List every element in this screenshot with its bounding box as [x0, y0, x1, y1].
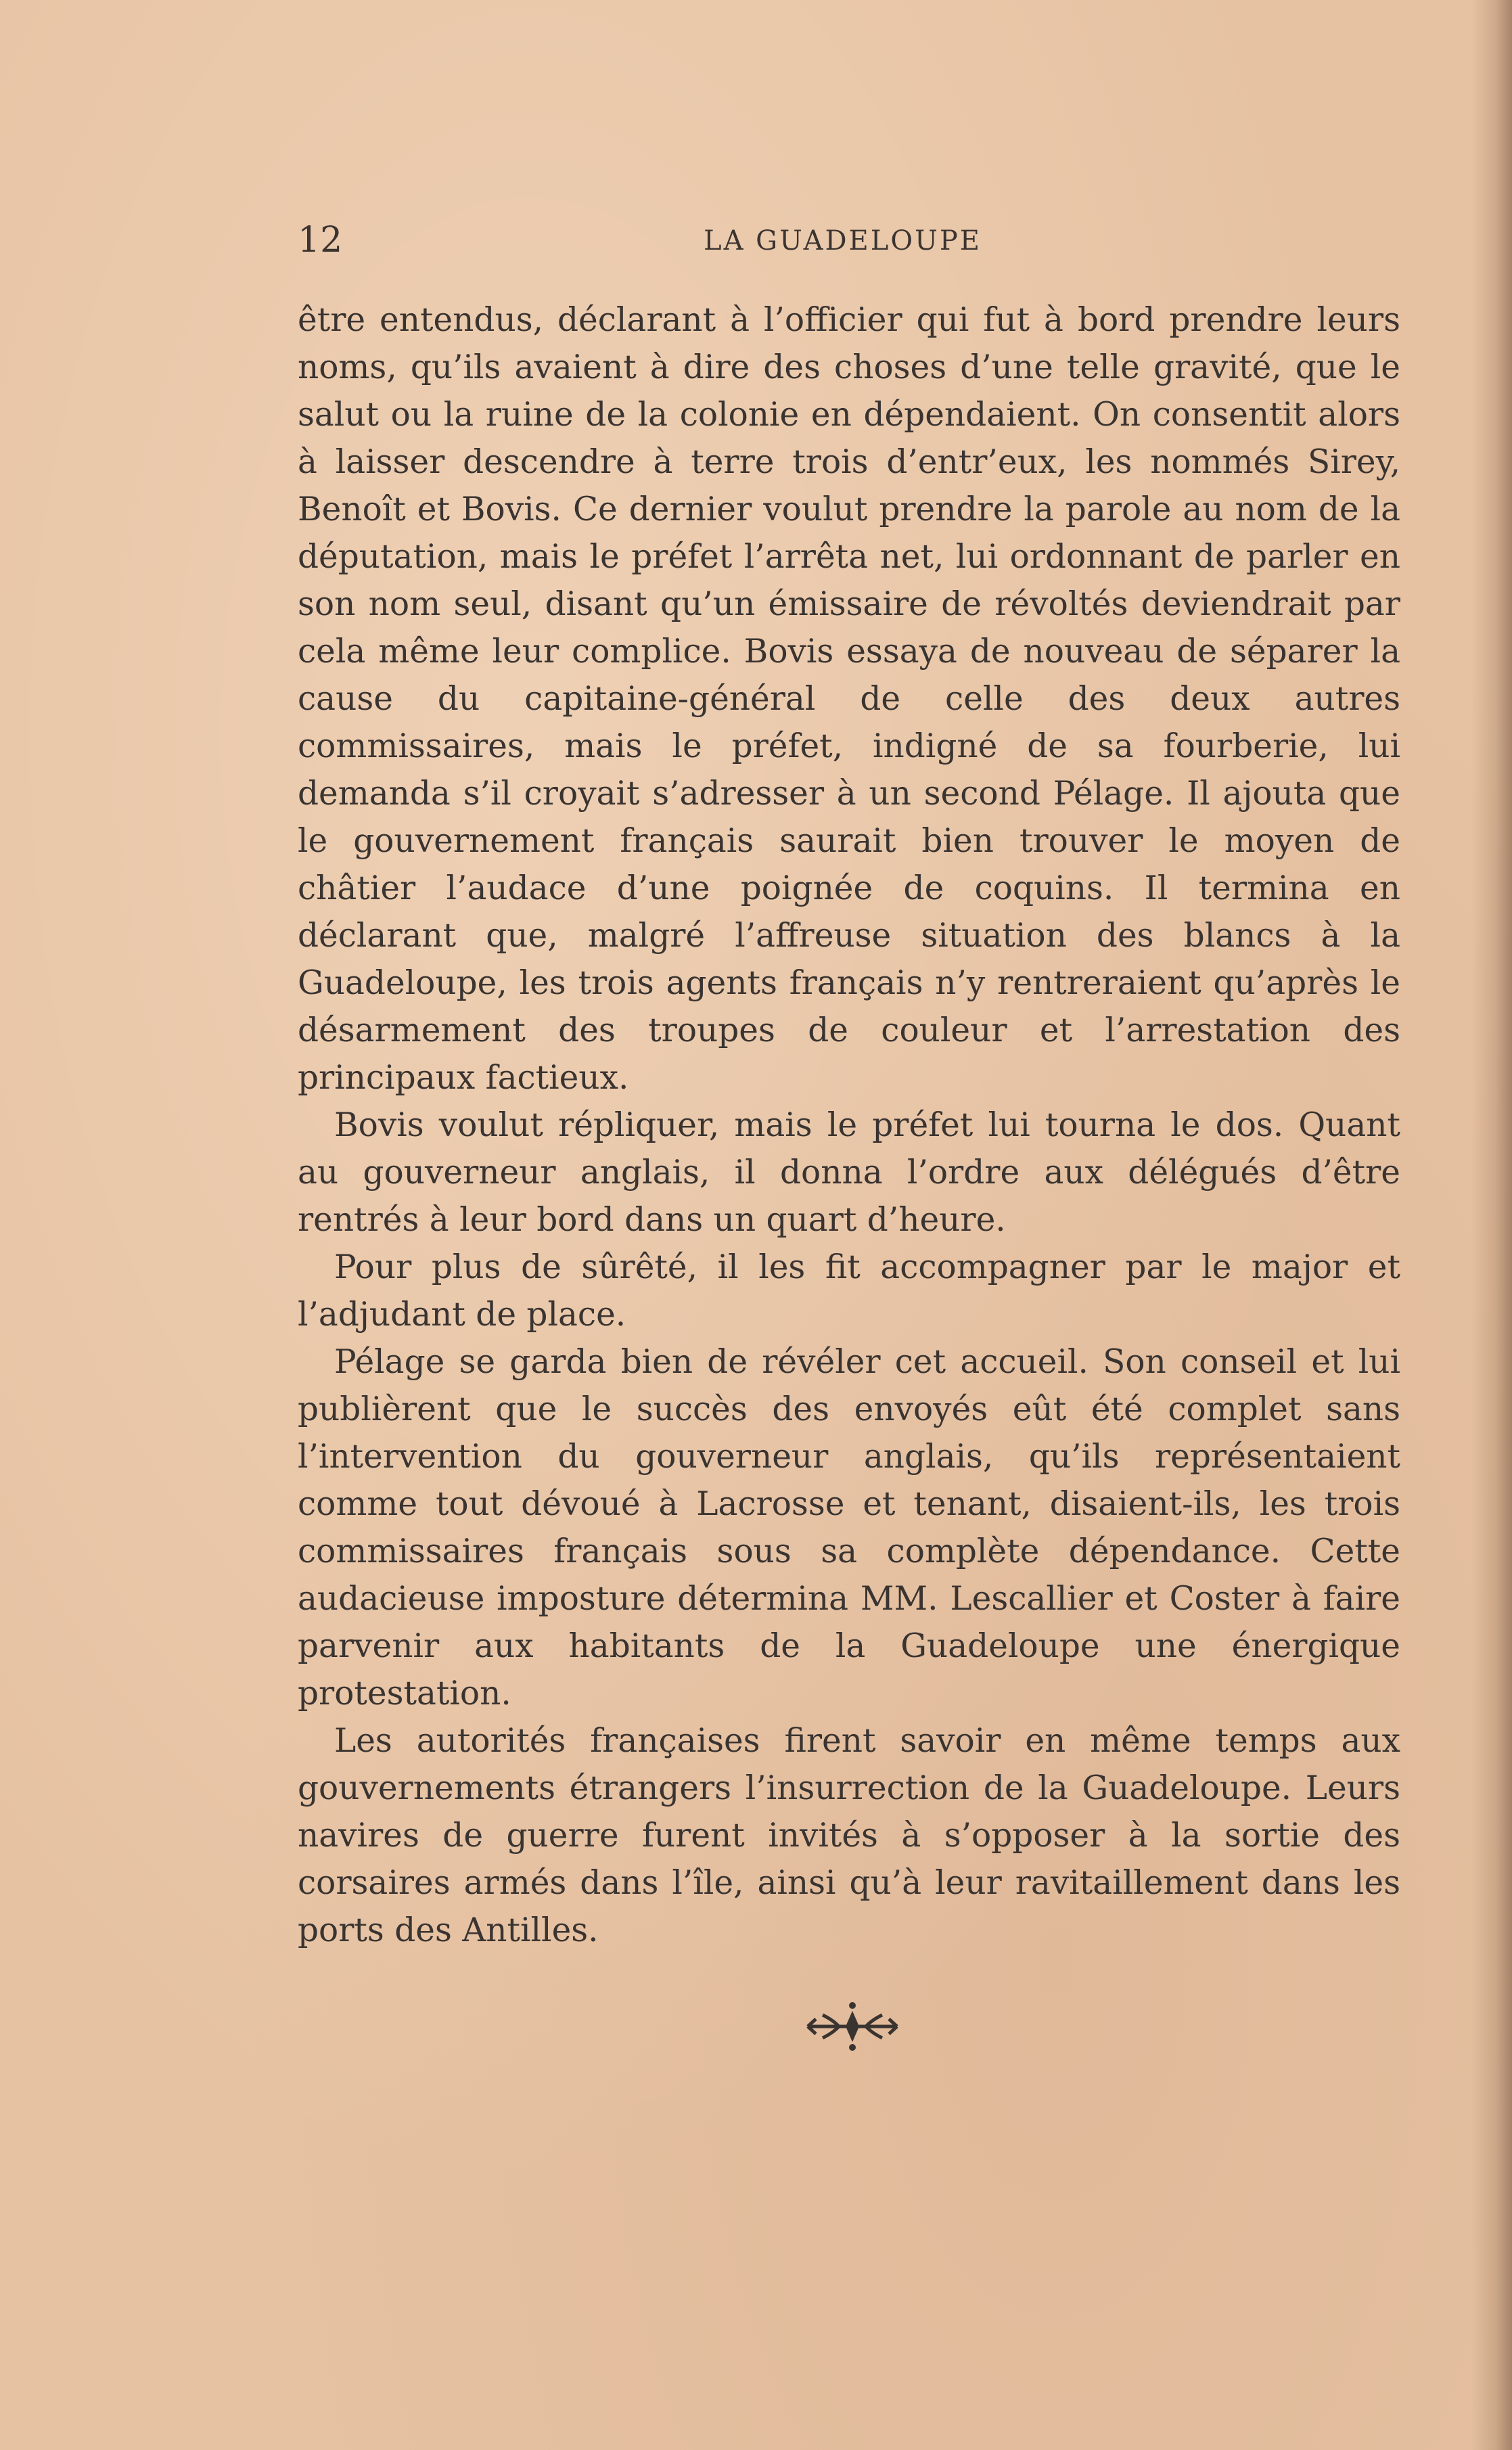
paragraph: Pélage se garda bien de révéler cet accueil. Son conseil et lui publièrent que le succès des envoyés eût été complet sans l’intervention du gouverneur anglais, qu’ils représentaient comme tout dévoué à Lacrosse et tenant, disaient-ils, les trois commissaires français sous sa complète dépendance. Cette audacieuse imposture détermina MM. Lescallier et Coster à faire parvenir aux habitants de la Guadeloupe une énergique protestation.	[298, 1343, 1400, 1712]
fleuron-ornament-icon	[798, 1996, 907, 2057]
page-header	[298, 217, 1400, 264]
paragraph: être entendus, déclarant à l’officier qui fut à bord prendre leurs noms, qu’ils avaient à dire des choses d’une telle gravité, que le salut ou la ruine de la colonie en dépendaient. On consentit alors à laisser descendre à terre trois d’entr’eux, les nommés Sirey, Benoît et Bovis. Ce dernier voulut prendre la parole au nom de la députation, mais le préfet l’arrêta net, lui ordonnant de parler en son nom seul, disant qu’un émissaire de révoltés deviendrait par cela même leur complice. Bovis essaya de nouveau de séparer la cause du capitaine-général de celle des deux autres commissaires, mais le préfet, indigné de sa fourberie, lui demanda s’il croyait s’adresser à un second Pélage. Il ajouta que le gouvernement français saurait bien trouver le moyen de châtier l’audace d’une poignée de coquins. Il termina en déclarant que, malgré l’affreuse situation des blancs à la Guadeloupe, les trois agents français n’y rentreraient qu’après le désarmement des troupes de couleur et l’arrestation des principaux factieux.	[298, 301, 1400, 1097]
paragraph: Pour plus de sûrêté, il les fit accompagner par le major et l’adjudant de place.	[298, 1248, 1400, 1334]
paragraph: Les autorités françaises firent savoir en même temps aux gouvernements étrangers l’insurrection de la Guadeloupe. Leurs navires de guerre furent invités à s’opposer à la sortie des corsaires armés dans l’île, ainsi qu’à leur ravitaillement dans les ports des Antilles.	[298, 1722, 1400, 1949]
page-edge-shadow	[1471, 0, 1512, 2450]
page-number: 12	[298, 220, 343, 260]
paragraph: Bovis voulut répliquer, mais le préfet lui tourna le dos. Quant au gouverneur anglais, il donna l’ordre aux délégués d’être rentrés à leur bord dans un quart d’heure.	[298, 1106, 1400, 1239]
running-title: LA GUADELOUPE	[704, 225, 982, 256]
body-text	[298, 296, 1400, 1954]
